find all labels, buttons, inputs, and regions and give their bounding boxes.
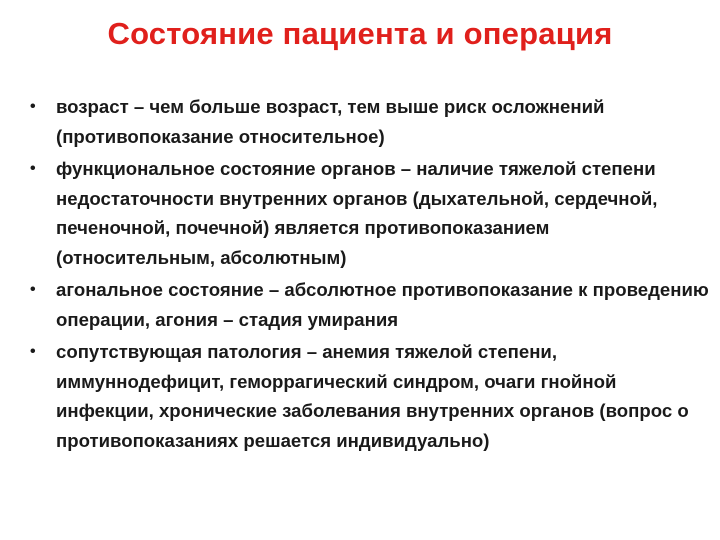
bullet-text: агональное состояние – абсолютное противопоказание к проведению операции, агония – стадия умирания	[56, 279, 709, 330]
slide-title: Состояние пациента и операция	[107, 16, 613, 51]
bullet-list	[30, 92, 712, 458]
bullet-dot-icon: •	[30, 343, 36, 360]
bullet-dot-icon: •	[30, 281, 36, 298]
bullet-item-age	[30, 92, 712, 151]
bullet-dot-icon: •	[30, 98, 36, 115]
bullet-text: возраст – чем больше возраст, тем выше риск осложнений (противопоказание относительное)	[56, 96, 605, 147]
bullet-text: функциональное состояние органов – наличие тяжелой степени недостаточности внутренних органов (дыхательной, сердечной, печеночной, почечной) является противопоказанием (относительным, абсолютным)	[56, 158, 658, 268]
bullet-dot-icon: •	[30, 160, 36, 177]
bullet-item-organ-function	[30, 154, 712, 272]
bullet-item-agonal-state	[30, 275, 712, 334]
bullet-item-comorbidity	[30, 337, 712, 455]
bullet-text: сопутствующая патология – анемия тяжелой степени, иммуннодефицит, геморрагический синдром, очаги гнойной инфекции, хронические заболевания внутренних органов (вопрос о противопоказаниях решается индивидуально)	[56, 341, 689, 451]
